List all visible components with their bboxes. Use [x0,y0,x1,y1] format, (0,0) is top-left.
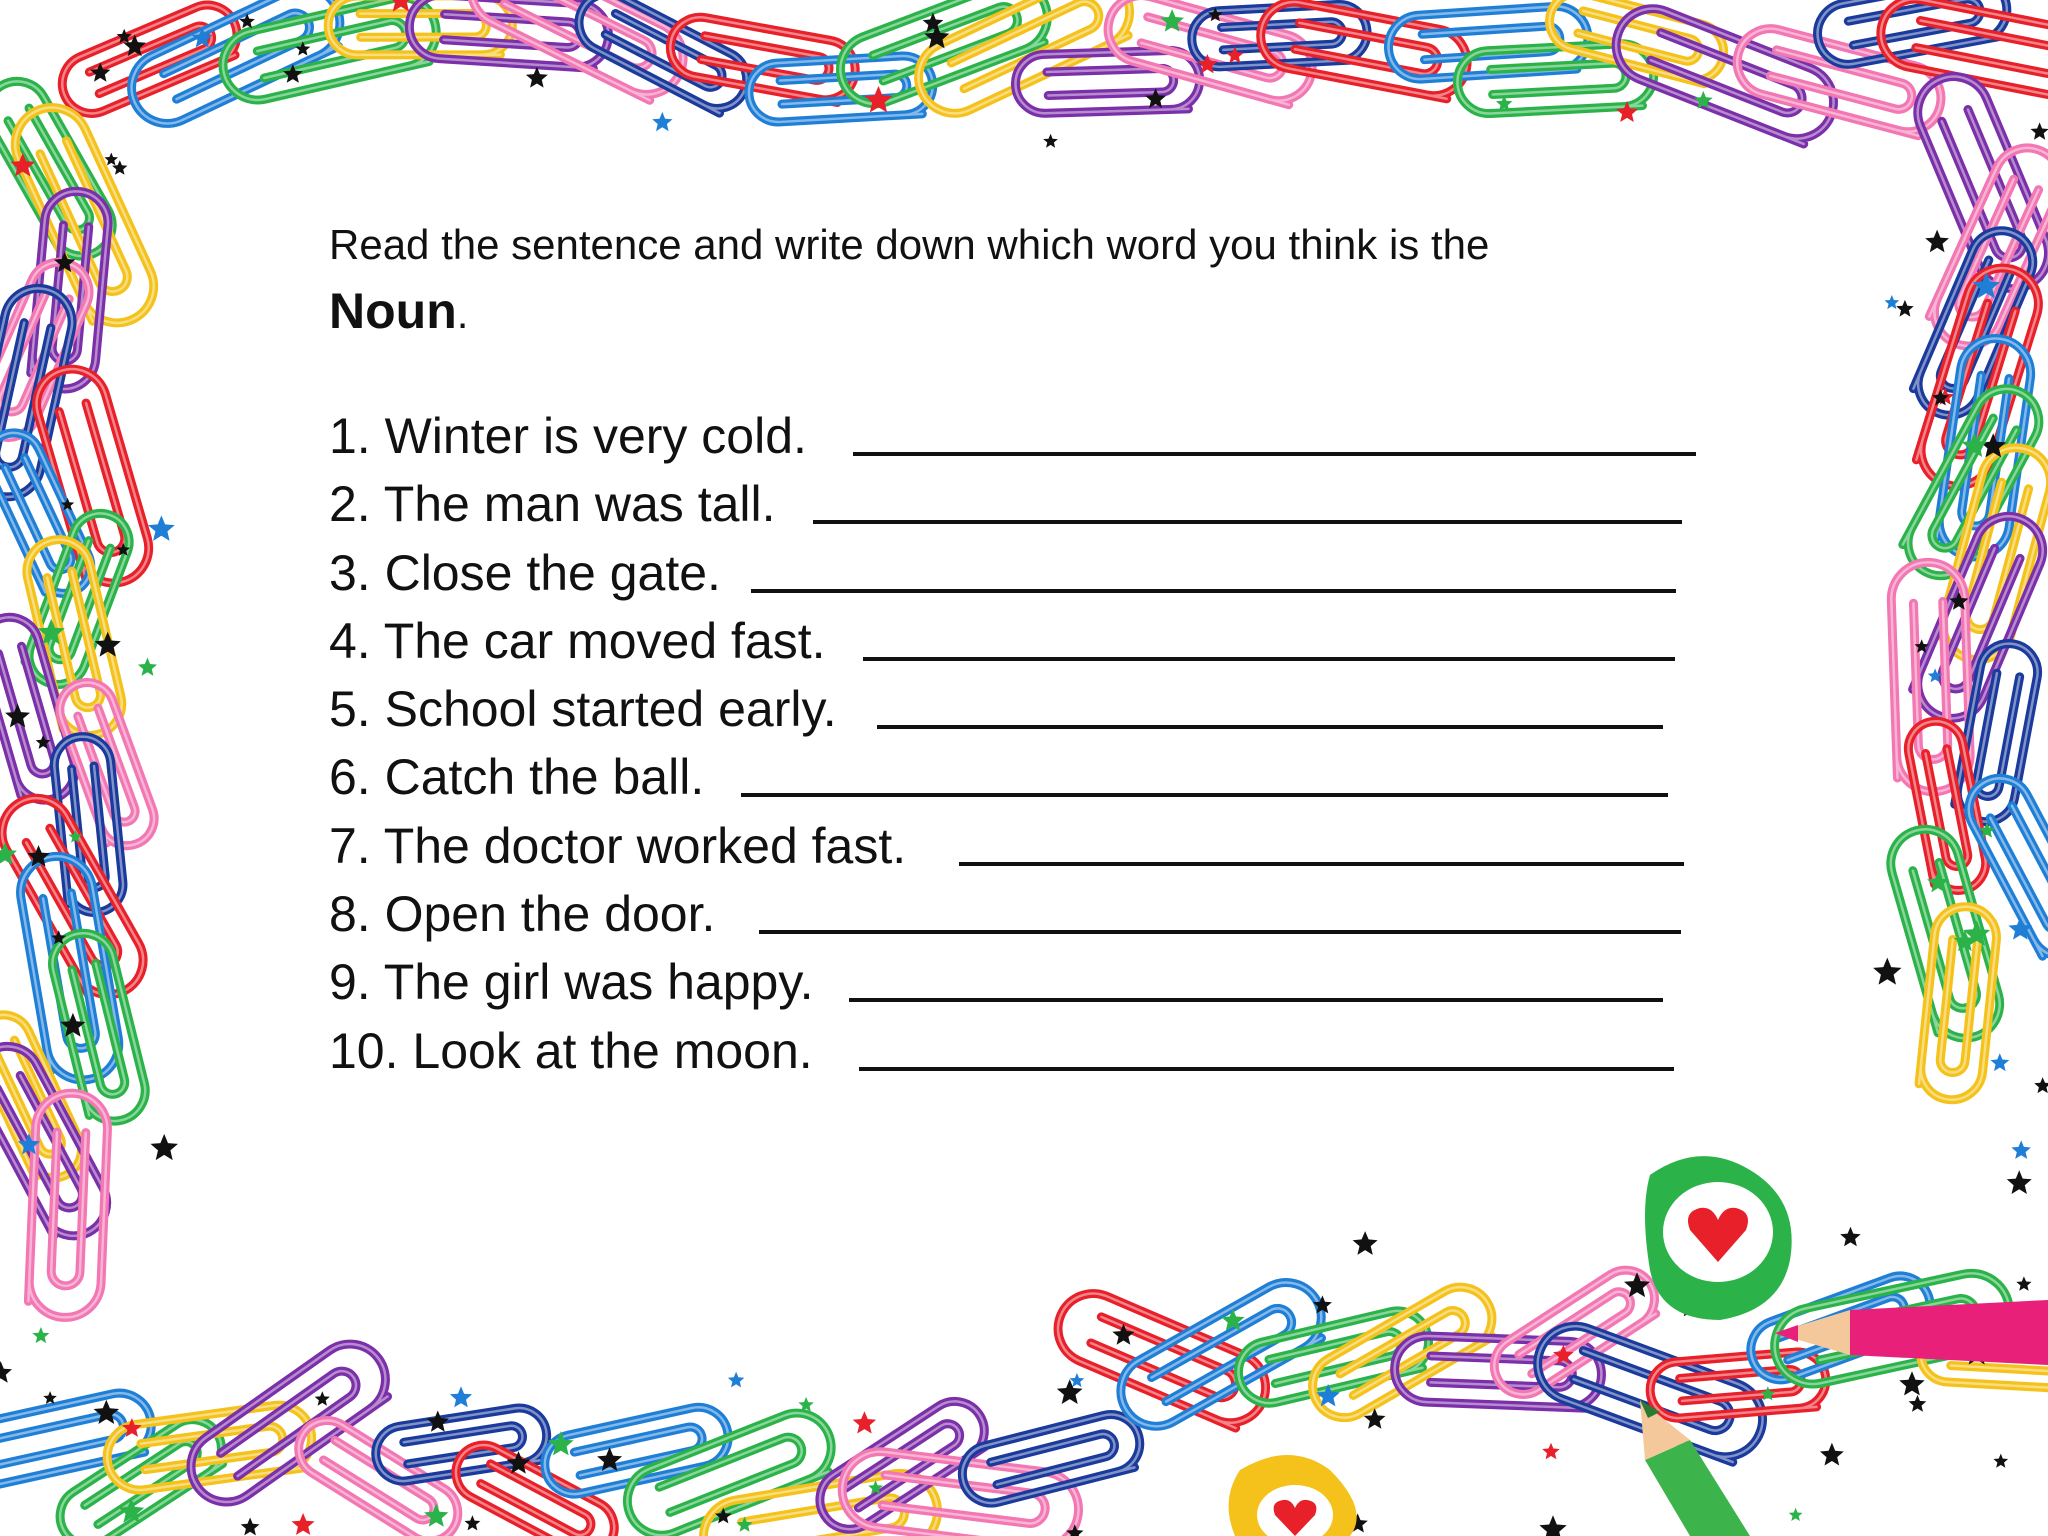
star-icon [1820,1443,1844,1466]
paperclip-icon [372,1404,551,1485]
star-icon [465,1515,481,1530]
paperclip-icon [1015,50,1201,115]
star-icon [1899,1371,1925,1395]
question-text: 9. The girl was happy. [329,954,814,1011]
question-item [329,880,906,948]
answer-line[interactable] [751,589,1676,593]
answer-line[interactable] [863,657,1675,661]
star-icon [105,153,119,166]
star-icon [151,1134,179,1160]
star-icon [1353,1231,1378,1255]
star-icon [1885,295,1900,309]
question-list [329,402,906,1085]
question-text: 6. Catch the ball. [329,749,705,806]
star-icon [526,67,548,88]
question-text: 5. School started early. [329,681,837,738]
heart-eraser-icon [1229,1455,1357,1536]
question-item [329,539,906,607]
star-icon [1043,134,1058,148]
star-icon [32,1327,49,1343]
star-icon [1909,1395,1927,1412]
star-icon [1991,1053,2010,1071]
question-text: 4. The car moved fast. [329,612,826,669]
question-item [329,1017,906,1085]
star-icon [853,1411,876,1433]
question-text: 3. Close the gate. [329,544,721,601]
question-item [329,675,906,743]
answer-line[interactable] [849,998,1663,1002]
star-icon [1925,230,1949,253]
star-icon [1993,1454,2008,1468]
star-icon [0,1361,12,1383]
instruction-emphasis: Noun [329,283,457,339]
star-icon [315,1391,330,1405]
star-icon [1542,1443,1560,1460]
question-text: 2. The man was tall. [329,476,776,533]
star-icon [2007,1170,2032,1194]
star-icon [865,86,893,113]
star-icon [728,1372,744,1388]
star-icon [427,1411,449,1432]
heart-eraser-icon [1645,1156,1792,1320]
star-icon [2031,122,2048,139]
star-icon [450,1386,472,1407]
question-item [329,948,906,1016]
answer-line[interactable] [813,520,1682,524]
star-icon [241,1518,260,1536]
star-icon [138,658,157,676]
question-item [329,812,906,880]
question-item [329,402,906,470]
answer-line[interactable] [877,725,1663,729]
answer-line[interactable] [959,862,1684,866]
instruction-end: . [456,290,469,337]
star-icon [1789,1508,1803,1521]
star-icon [1873,958,1901,985]
question-item [329,743,906,811]
question-item [329,607,906,675]
worksheet [329,212,1729,1079]
question-text: 8. Open the door. [329,886,716,943]
question-text: 7. The doctor worked fast. [329,817,907,874]
star-icon [1539,1515,1566,1536]
question-text: 1. Winter is very cold. [329,408,807,464]
answer-line[interactable] [741,793,1668,797]
star-icon [2034,1077,2048,1093]
star-icon [1840,1227,1861,1247]
star-icon [148,515,175,541]
answer-line[interactable] [759,930,1681,934]
answer-line[interactable] [859,1067,1674,1071]
question-item [329,470,906,538]
star-icon [292,1513,315,1535]
star-icon [652,112,672,131]
question-text: 10. Look at the moon. [329,1022,813,1079]
star-icon [1896,300,1914,317]
instruction-text [329,212,1729,347]
instruction-sentence: Read the sentence and write down which word you think is the [329,221,1490,268]
star-icon [2016,1276,2031,1290]
star-icon [2011,1140,2031,1159]
answer-line[interactable] [853,452,1696,456]
